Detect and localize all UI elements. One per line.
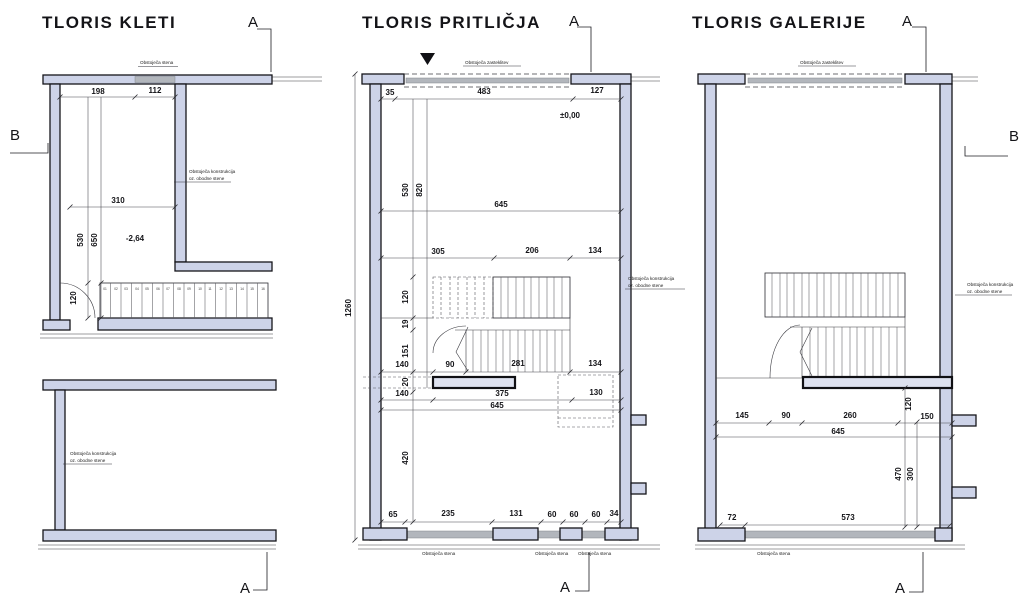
right-wall-stub (631, 483, 646, 494)
existing-wall-note: Obstoječa stena (140, 60, 174, 65)
dim-value: 530 (76, 233, 85, 247)
section-a-top-line (257, 29, 271, 72)
dim-value: 90 (445, 360, 455, 369)
lower-flight-edges (790, 317, 905, 378)
dim-value: 530 (401, 183, 410, 197)
stair-treads (810, 327, 897, 378)
wall-opening (538, 531, 560, 538)
right-wall-stub (631, 415, 646, 425)
dim-value: 60 (547, 510, 557, 519)
lower-room-top-wall (43, 380, 276, 390)
wall-opening (407, 531, 493, 538)
section-a-top-line (912, 27, 926, 72)
dim-value: 645 (490, 401, 504, 410)
right-wall-return (175, 262, 272, 271)
stair-number: 06 (156, 287, 160, 291)
glazing-strip (406, 78, 569, 83)
stair-number: 13 (229, 287, 233, 291)
existing-structure-note-2: oz. obodne stene (70, 458, 106, 463)
existing-structure-note-1: Obstoječa konstrukcija (628, 276, 675, 281)
plan-title: TLORIS KLETI (42, 13, 177, 32)
dim-value: 120 (904, 397, 913, 411)
dim-value: 375 (495, 389, 509, 398)
top-left-wall-cap (698, 74, 745, 84)
gallery-edge-parapet (803, 377, 952, 388)
bottom-wall-pier (363, 528, 407, 540)
section-a-bottom-label: A (559, 579, 571, 596)
level-label: -2,64 (125, 234, 145, 243)
stair-number: 10 (198, 287, 202, 291)
dim-value: 35 (385, 88, 395, 97)
dim-value: 305 (431, 247, 445, 256)
top-right-wall-cap (571, 74, 631, 84)
dim-value: 260 (843, 411, 857, 420)
wall-extension-lines (952, 77, 978, 81)
stair-number: 01 (103, 287, 107, 291)
stair-number: 02 (114, 287, 118, 291)
stair-number: 12 (219, 287, 223, 291)
stair-number: 07 (166, 287, 170, 291)
section-a-bottom-line (909, 552, 923, 592)
stair-treads (772, 273, 898, 317)
stair-flight (765, 273, 905, 317)
level-label: ±0,00 (560, 111, 580, 120)
dim-value: 140 (395, 360, 409, 369)
stair-treads (501, 277, 562, 318)
stair-number: 03 (124, 287, 128, 291)
section-b-label: B (1008, 128, 1020, 145)
glazing-strip (748, 78, 902, 83)
section-a-bottom-line (253, 552, 267, 590)
left-wall (370, 84, 381, 540)
hidden-area-dashed (558, 375, 613, 427)
top-right-wall-cap (905, 74, 952, 84)
right-wall (175, 84, 186, 262)
dim-value: 131 (509, 509, 523, 518)
dim-value: 60 (591, 510, 601, 519)
section-b-line (10, 143, 48, 153)
dim-value: 20 (401, 377, 410, 387)
section-a-bottom-label: A (239, 580, 251, 597)
dim-value: 127 (590, 86, 604, 95)
bottom-wall-pier (493, 528, 538, 540)
bottom-wall-pier (698, 528, 745, 541)
dim-value: 120 (401, 290, 410, 304)
dim-value: 650 (90, 233, 99, 247)
stair-number: 16 (261, 287, 265, 291)
entrance-arrow-icon (420, 53, 435, 65)
lower-room-left-wall (55, 390, 65, 530)
dim-value: 65 (388, 510, 398, 519)
lower-room-bottom-wall (43, 530, 276, 541)
section-a-bottom-line (575, 552, 589, 591)
dim-value: 130 (589, 388, 603, 397)
wall-opening (745, 531, 940, 538)
left-wall (50, 84, 60, 320)
landing-parapet (433, 377, 515, 388)
dim-value: 19 (401, 319, 410, 329)
existing-wall-note: Obstoječa stena (757, 551, 791, 556)
existing-structure-note-1: Obstoječa konstrukcija (967, 282, 1014, 287)
stair-treads (111, 283, 258, 318)
existing-structure-note-2: oz. obodne stene (189, 176, 225, 181)
existing-structure-note-2: oz. obodne stene (967, 289, 1003, 294)
dim-value: 281 (511, 359, 525, 368)
wall-extension-lines (631, 77, 660, 81)
slab-edge-lines (358, 545, 660, 549)
right-wall (620, 84, 631, 540)
existing-glazing-note: Obstoječa zasteklitev (800, 60, 844, 65)
dim-value: 645 (831, 427, 845, 436)
right-wall-stub (952, 415, 976, 426)
dim-value: 310 (111, 196, 125, 205)
stair-number: 05 (145, 287, 149, 291)
section-a-top-line (577, 27, 591, 72)
dim-value: 645 (494, 200, 508, 209)
walk-line-arc (770, 325, 800, 378)
slab-edge-lines (40, 334, 273, 338)
slab-edge-lines (38, 545, 276, 549)
section-a-top-label: A (568, 13, 580, 30)
section-b-label: B (9, 127, 21, 144)
dim-value: 206 (525, 246, 539, 255)
dim-value: 72 (727, 513, 737, 522)
dim-value: 483 (477, 87, 491, 96)
dim-value: 235 (441, 509, 455, 518)
dim-value: 112 (148, 86, 162, 95)
dim-value: 134 (588, 359, 602, 368)
dim-value: 470 (894, 467, 903, 481)
dim-value: 1260 (344, 299, 353, 317)
dim-value: 90 (781, 411, 791, 420)
stair-number: 15 (250, 287, 254, 291)
dim-value: 151 (401, 344, 410, 358)
existing-wall-note: Obstoječa stena (422, 551, 456, 556)
plan-title: TLORIS GALERIJE (692, 13, 867, 32)
dim-value: 420 (401, 451, 410, 465)
bottom-wall-pier (605, 528, 638, 540)
dim-value: 820 (415, 183, 424, 197)
plan-title: TLORIS PRITLIČJA (362, 13, 541, 32)
dim-value: 573 (841, 513, 855, 522)
stair-number: 04 (135, 287, 139, 291)
bottom-wall-pier (935, 528, 952, 541)
wall-extension-lines (272, 77, 322, 81)
right-wall-stub (952, 487, 976, 498)
existing-structure-note-1: Obstoječa konstrukcija (70, 451, 117, 456)
dim-value: 198 (91, 87, 105, 96)
dim-value: 120 (69, 291, 78, 305)
stair-wall (98, 318, 272, 330)
dim-value: 300 (906, 467, 915, 481)
dim-value: 150 (920, 412, 934, 421)
dim-value: 145 (735, 411, 749, 420)
dim-value: 60 (569, 510, 579, 519)
stair-flight (493, 277, 570, 318)
section-a-top-label: A (247, 14, 259, 31)
plan-pritlicja (344, 13, 685, 596)
section-b-line (965, 146, 1008, 156)
wall-opening (582, 531, 605, 538)
dim-value: 140 (395, 389, 409, 398)
existing-wall-note: Obstoječa stena (578, 551, 612, 556)
bottom-wall-pier (560, 528, 582, 540)
stair-number: 08 (177, 287, 181, 291)
existing-structure-note-2: oz. obodne stene (628, 283, 664, 288)
wall-opening (135, 77, 175, 83)
existing-structure-note-1: Obstoječa konstrukcija (189, 169, 236, 174)
stair-treads-dashed (441, 277, 484, 318)
stair-number: 14 (240, 287, 244, 291)
section-a-bottom-label: A (894, 580, 906, 597)
slab-edge-lines (695, 545, 965, 549)
existing-glazing-note: Obstoječa zasteklitev (465, 60, 509, 65)
stair-number: 11 (208, 287, 212, 291)
dim-value: 34 (609, 509, 619, 518)
plan-kleti (10, 13, 322, 597)
top-left-wall-cap (362, 74, 404, 84)
section-a-top-label: A (901, 13, 913, 30)
dim-value: 134 (588, 246, 602, 255)
stair-number: 09 (187, 287, 191, 291)
existing-wall-note: Obstoječa stena (535, 551, 569, 556)
left-wall-foot (43, 320, 70, 330)
plan-galerije (692, 13, 1019, 597)
right-wall (940, 84, 952, 540)
left-wall (705, 84, 716, 540)
